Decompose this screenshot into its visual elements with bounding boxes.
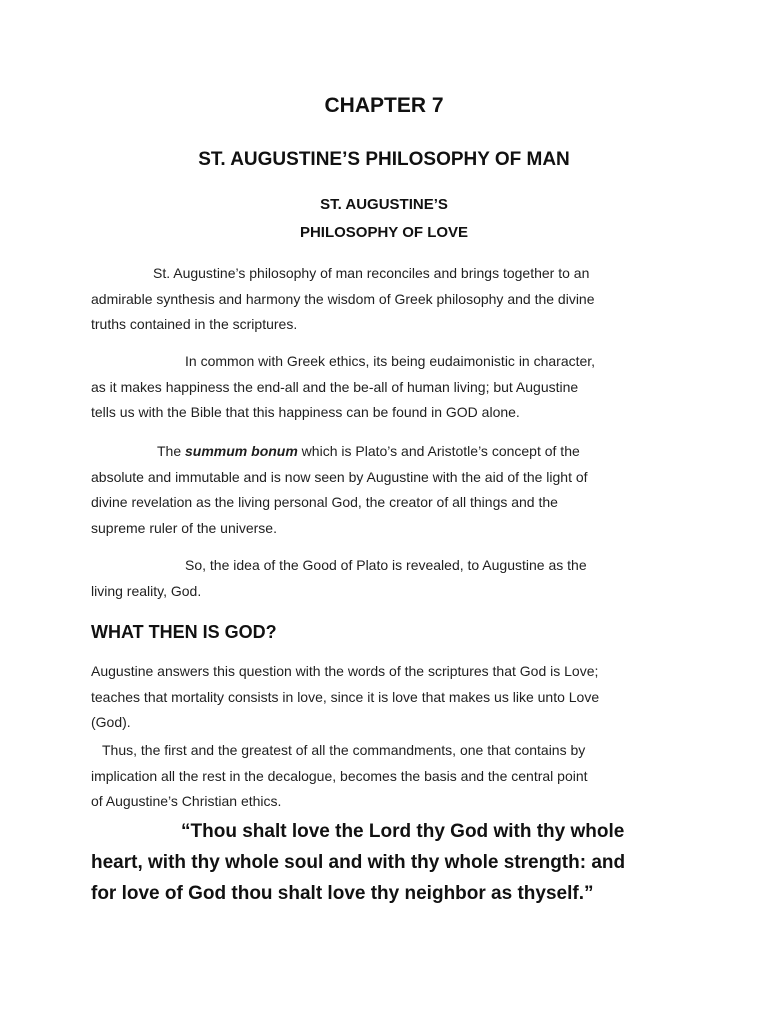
paragraph-line: Augustine answers this question with the words of the scriptures that God is Love; — [91, 663, 599, 679]
paragraph-line: truths contained in the scriptures. — [91, 316, 298, 332]
text-run: which is Plato’s and Aristotle’s concept of the — [297, 443, 580, 459]
paragraph-line: living reality, God. — [91, 582, 202, 599]
paragraph-line: Thus, the first and the greatest of all the commandments, one that contains by — [102, 742, 586, 758]
paragraph-line: In common with Greek ethics, its being eudaimonistic in character, — [185, 353, 596, 369]
paragraph-line: as it makes happiness the end-all and the be-all of human living; but Augustine — [91, 378, 579, 395]
paragraph-line: divine revelation as the living personal God, the creator of all things and the — [91, 494, 558, 510]
paragraph-line: tells us with the Bible that this happiness can be found in GOD alone. — [91, 404, 520, 420]
section-title-line-1: ST. AUGUSTINE’S — [320, 196, 448, 213]
paragraph-1 — [91, 261, 691, 338]
paragraph-line: teaches that mortality consists in love, since it is love that makes us like unto Love — [91, 688, 600, 705]
paragraph-6 — [91, 738, 691, 815]
paragraph-line: St. Augustine’s philosophy of man reconciles and brings together to an — [153, 265, 590, 281]
quote-line: for love of God thou shalt love thy neighbor as thyself.” — [91, 883, 594, 904]
paragraph-2 — [91, 349, 691, 426]
paragraph-line: supreme ruler of the universe. — [91, 519, 277, 536]
paragraph-5 — [91, 659, 691, 736]
emphasis-term: summum bonum — [185, 443, 298, 459]
scripture-quote — [91, 816, 691, 909]
quote-line: heart, with thy whole soul and with thy whole strength: and — [91, 852, 626, 873]
paragraph-line: admirable synthesis and harmony the wisdom of Greek philosophy and the divine — [91, 290, 595, 307]
paragraph-3 — [91, 439, 691, 541]
section-heading: WHAT THEN IS GOD? — [91, 622, 277, 642]
paragraph-line: So, the idea of the Good of Plato is revealed, to Augustine as the — [185, 557, 587, 573]
paragraph-line: implication all the rest in the decalogue, becomes the basis and the central point — [91, 767, 588, 784]
quote-line: “Thou shalt love the Lord thy God with thy whole — [181, 821, 625, 842]
chapter-title: ST. AUGUSTINE’S PHILOSOPHY OF MAN — [198, 149, 570, 170]
section-title-line-2: PHILOSOPHY OF LOVE — [299, 224, 469, 241]
text-run: The — [157, 443, 186, 459]
paragraph-line: (God). — [91, 714, 131, 730]
paragraph-line — [91, 439, 691, 465]
paragraph-line: absolute and immutable and is now seen by Augustine with the aid of the light of — [91, 468, 588, 485]
paragraph-line: of Augustine’s Christian ethics. — [91, 793, 282, 809]
chapter-number: CHAPTER 7 — [324, 94, 444, 117]
paragraph-4 — [91, 553, 691, 604]
